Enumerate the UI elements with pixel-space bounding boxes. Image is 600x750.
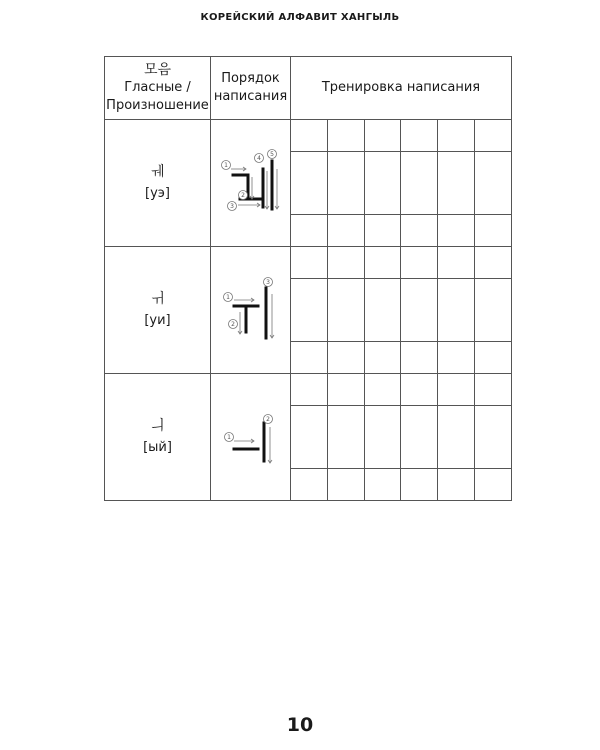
vowel-korean-label: 모음 [143, 62, 172, 78]
practice-box[interactable] [291, 374, 328, 406]
vowel-label-line1: Гласные / [124, 80, 191, 95]
stroke-label-2: 2 [265, 416, 270, 423]
practice-box[interactable] [328, 279, 365, 342]
stroke-label-1: 1 [226, 434, 231, 441]
vowel-pronunciation: [ый] [143, 440, 172, 455]
stroke-label-5: 5 [269, 151, 274, 158]
practice-box[interactable] [474, 374, 511, 406]
practice-box[interactable] [328, 152, 365, 215]
table-row [105, 247, 512, 374]
vowel-jamo: ㅟ [150, 291, 165, 307]
stroke-label-2: 2 [230, 321, 235, 328]
practice-box[interactable] [474, 247, 511, 279]
page-number: 10 [286, 714, 314, 736]
vowel-pronunciation: [уи] [144, 313, 171, 328]
practice-box[interactable] [328, 469, 365, 501]
practice-box[interactable] [291, 152, 328, 215]
stroke-order-column-header [211, 57, 291, 120]
stroke-label-1: 1 [223, 162, 228, 169]
practice-box[interactable] [291, 247, 328, 279]
practice-grid [291, 374, 511, 500]
practice-box[interactable] [438, 406, 475, 469]
practice-box[interactable] [328, 374, 365, 406]
practice-box[interactable] [401, 215, 438, 247]
practice-box[interactable] [364, 152, 401, 215]
practice-box[interactable] [401, 152, 438, 215]
stroke-label-4: 4 [256, 155, 261, 162]
practice-box[interactable] [291, 406, 328, 469]
vowel-pronunciation: [уэ] [145, 186, 170, 201]
stroke-order-cell [211, 374, 291, 501]
practice-box[interactable] [291, 469, 328, 501]
practice-box[interactable] [474, 279, 511, 342]
running-header: КОРЕЙСКИЙ АЛФАВИТ ХАНГЫЛЬ [200, 12, 400, 23]
practice-box[interactable] [474, 120, 511, 152]
practice-box[interactable] [364, 120, 401, 152]
practice-box[interactable] [364, 215, 401, 247]
practice-box[interactable] [364, 469, 401, 501]
practice-box[interactable] [401, 374, 438, 406]
practice-box[interactable] [438, 342, 475, 374]
order-label-line1: Порядок [221, 71, 280, 86]
vowel-column-header [105, 57, 211, 120]
stroke-label-1: 1 [225, 294, 230, 301]
practice-box[interactable] [474, 406, 511, 469]
practice-box[interactable] [438, 215, 475, 247]
practice-box[interactable] [291, 279, 328, 342]
stroke-label-3: 3 [229, 203, 234, 210]
practice-box[interactable] [291, 215, 328, 247]
practice-box[interactable] [401, 120, 438, 152]
practice-box[interactable] [401, 469, 438, 501]
practice-box[interactable] [438, 469, 475, 501]
practice-box[interactable] [438, 120, 475, 152]
practice-grid-cell [291, 120, 512, 247]
stroke-order-diagram [216, 276, 286, 344]
practice-box[interactable] [364, 374, 401, 406]
practice-column-header: Тренировка написания [291, 57, 512, 120]
practice-box[interactable] [438, 152, 475, 215]
writing-practice-table [104, 56, 512, 501]
vowel-cell [105, 120, 211, 247]
practice-box[interactable] [438, 279, 475, 342]
stroke-order-diagram [216, 403, 286, 471]
practice-box[interactable] [401, 279, 438, 342]
practice-box[interactable] [328, 406, 365, 469]
table-row [105, 374, 512, 501]
practice-box[interactable] [328, 247, 365, 279]
practice-box[interactable] [364, 247, 401, 279]
practice-box[interactable] [291, 342, 328, 374]
vowel-label-line2: Произношение [106, 98, 209, 113]
practice-box[interactable] [328, 215, 365, 247]
vowel-jamo: ㅞ [150, 164, 165, 180]
practice-grid-cell [291, 247, 512, 374]
practice-box[interactable] [291, 120, 328, 152]
practice-box[interactable] [401, 342, 438, 374]
practice-box[interactable] [364, 406, 401, 469]
practice-box[interactable] [401, 247, 438, 279]
practice-box[interactable] [328, 120, 365, 152]
vowel-jamo: ㅢ [150, 418, 165, 434]
table-row [105, 120, 512, 247]
order-label-line2: написания [213, 89, 288, 104]
practice-grid-cell [291, 374, 512, 501]
stroke-label-3: 3 [265, 279, 270, 286]
stroke-label-2: 2 [240, 192, 245, 199]
practice-grid [291, 247, 511, 373]
stroke-order-diagram [216, 149, 286, 217]
practice-box[interactable] [438, 374, 475, 406]
practice-box[interactable] [474, 215, 511, 247]
practice-box[interactable] [474, 342, 511, 374]
practice-box[interactable] [474, 469, 511, 501]
practice-box[interactable] [364, 342, 401, 374]
table-header-row [105, 57, 512, 120]
practice-box[interactable] [474, 152, 511, 215]
vowel-cell [105, 374, 211, 501]
practice-box[interactable] [401, 406, 438, 469]
practice-box[interactable] [438, 247, 475, 279]
stroke-order-cell [211, 247, 291, 374]
practice-grid [291, 120, 511, 246]
vowel-cell [105, 247, 211, 374]
practice-box[interactable] [364, 279, 401, 342]
practice-box[interactable] [328, 342, 365, 374]
stroke-order-cell [211, 120, 291, 247]
